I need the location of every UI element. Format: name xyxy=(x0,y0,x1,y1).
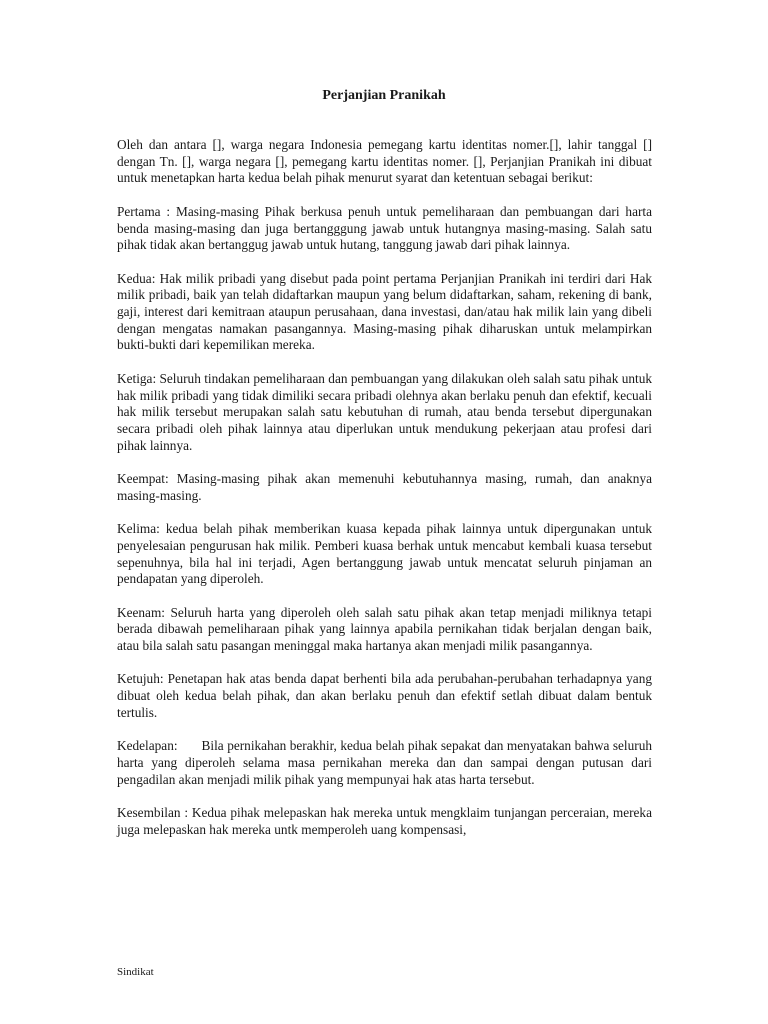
paragraph-kedelapan xyxy=(117,738,652,788)
paragraph-pertama: Pertama : Masing-masing Pihak berkusa penuh untuk pemeliharaan dan pembuangan dari harta benda masing-masing dan juga bertangggung jawab untuk hutangnya masing-masing. Salah satu pihak tidak akan bertanggug jawab untuk hutang, tanggung jawab dari pihak lainnya. xyxy=(117,203,652,253)
kedelapan-text: Bila pernikahan berakhir, kedua belah pihak sepakat dan menyatakan bahwa seluruh harta yang diperoleh selama masa pernikahan mereka dan dan sampai dengan putusan dari pengadilan akan menjadi milik pihak yang mempunyai hak atas harta tersebut. xyxy=(117,738,652,787)
document-title: Perjanjian Pranikah xyxy=(322,88,446,103)
paragraph-ketujuh: Ketujuh: Penetapan hak atas benda dapat berhenti bila ada perubahan-perubahan terhadapnya yang dibuat oleh kedua belah pihak, dan akan berlaku penuh dan efektif setlah dibuat dalam bentuk tertulis. xyxy=(117,671,652,720)
paragraph-opening: Oleh dan antara [], warga negara Indonesia pemegang kartu identitas nomer.[], lahir tanggal [] dengan Tn. [], warga negara [], pemegang kartu identitas nomer. [], Perjanjian Pranikah ini dibuat untuk menetapkan harta kedua belah pihak menurut syarat dan ketentuan sebagai berikut: xyxy=(117,137,652,186)
kedelapan-label: Kedelapan: xyxy=(117,738,178,754)
paragraph-kedua: Kedua: Hak milik pribadi yang disebut pada point pertama Perjanjian Pranikah ini terdiri dari Hak milik pribadi, baik yan telah didaftarkan maupun yang belum didaftarkan, saham, rekening di bank, gaji, interest dari kemitraan ataupun perusahaan, dana investasi, dan/atau hak milik lain yang dibeli dengan mengatas namakan pasangannya. Masing-masing pihak diharuskan untuk melampirkan bukti-bukti dari kepemilikan mereka. xyxy=(117,270,652,353)
paragraph-kesembilan: Kesembilan : Kedua pihak melepaskan hak mereka untuk mengklaim tunjangan perceraian, mereka juga melepaskan hak mereka untk memperoleh uang kompensasi, xyxy=(117,804,652,837)
footer-label: Sindikat xyxy=(117,966,154,978)
paragraph-keenam: Keenam: Seluruh harta yang diperoleh oleh salah satu pihak akan tetap menjadi miliknya tetapi berada dibawah pemeliharaan pihak yang lainnya apabila pernikahan tidak berjalan dengan baik, atau bila salah satu pasangan meninggal maka hartanya akan menjadi milik pasangannya. xyxy=(117,604,652,653)
paragraph-ketiga: Ketiga: Seluruh tindakan pemeliharaan dan pembuangan yang dilakukan oleh salah satu pihak untuk hak milik pribadi yang tidak dimiliki secara pribadi olehnya akan berlaku penuh dan efektif, kecuali hak milik tersebut merupakan salah satu kebutuhan di rumah, atau benda tersebut dipergunakan secara pribadi oleh pihak lainnya atau diperlukan untuk mendukung pekerjaan atau profesi dari pihak lainnya. xyxy=(117,370,652,453)
paragraph-kelima: Kelima: kedua belah pihak memberikan kuasa kepada pihak lainnya untuk dipergunakan untuk penyelesaian pengurusan hak milik. Pemberi kuasa berhak untuk mencabut kembali kuasa tersebut sepenuhnya, bila hal ini terjadi, Agen bertanggung jawab untuk mencatat seluruh pinjaman an pendapatan yang diperoleh. xyxy=(117,521,652,587)
paragraph-keempat: Keempat: Masing-masing pihak akan memenuhi kebutuhannya masing, rumah, dan anaknya masing-masing. xyxy=(117,471,652,503)
document-body xyxy=(117,137,652,838)
